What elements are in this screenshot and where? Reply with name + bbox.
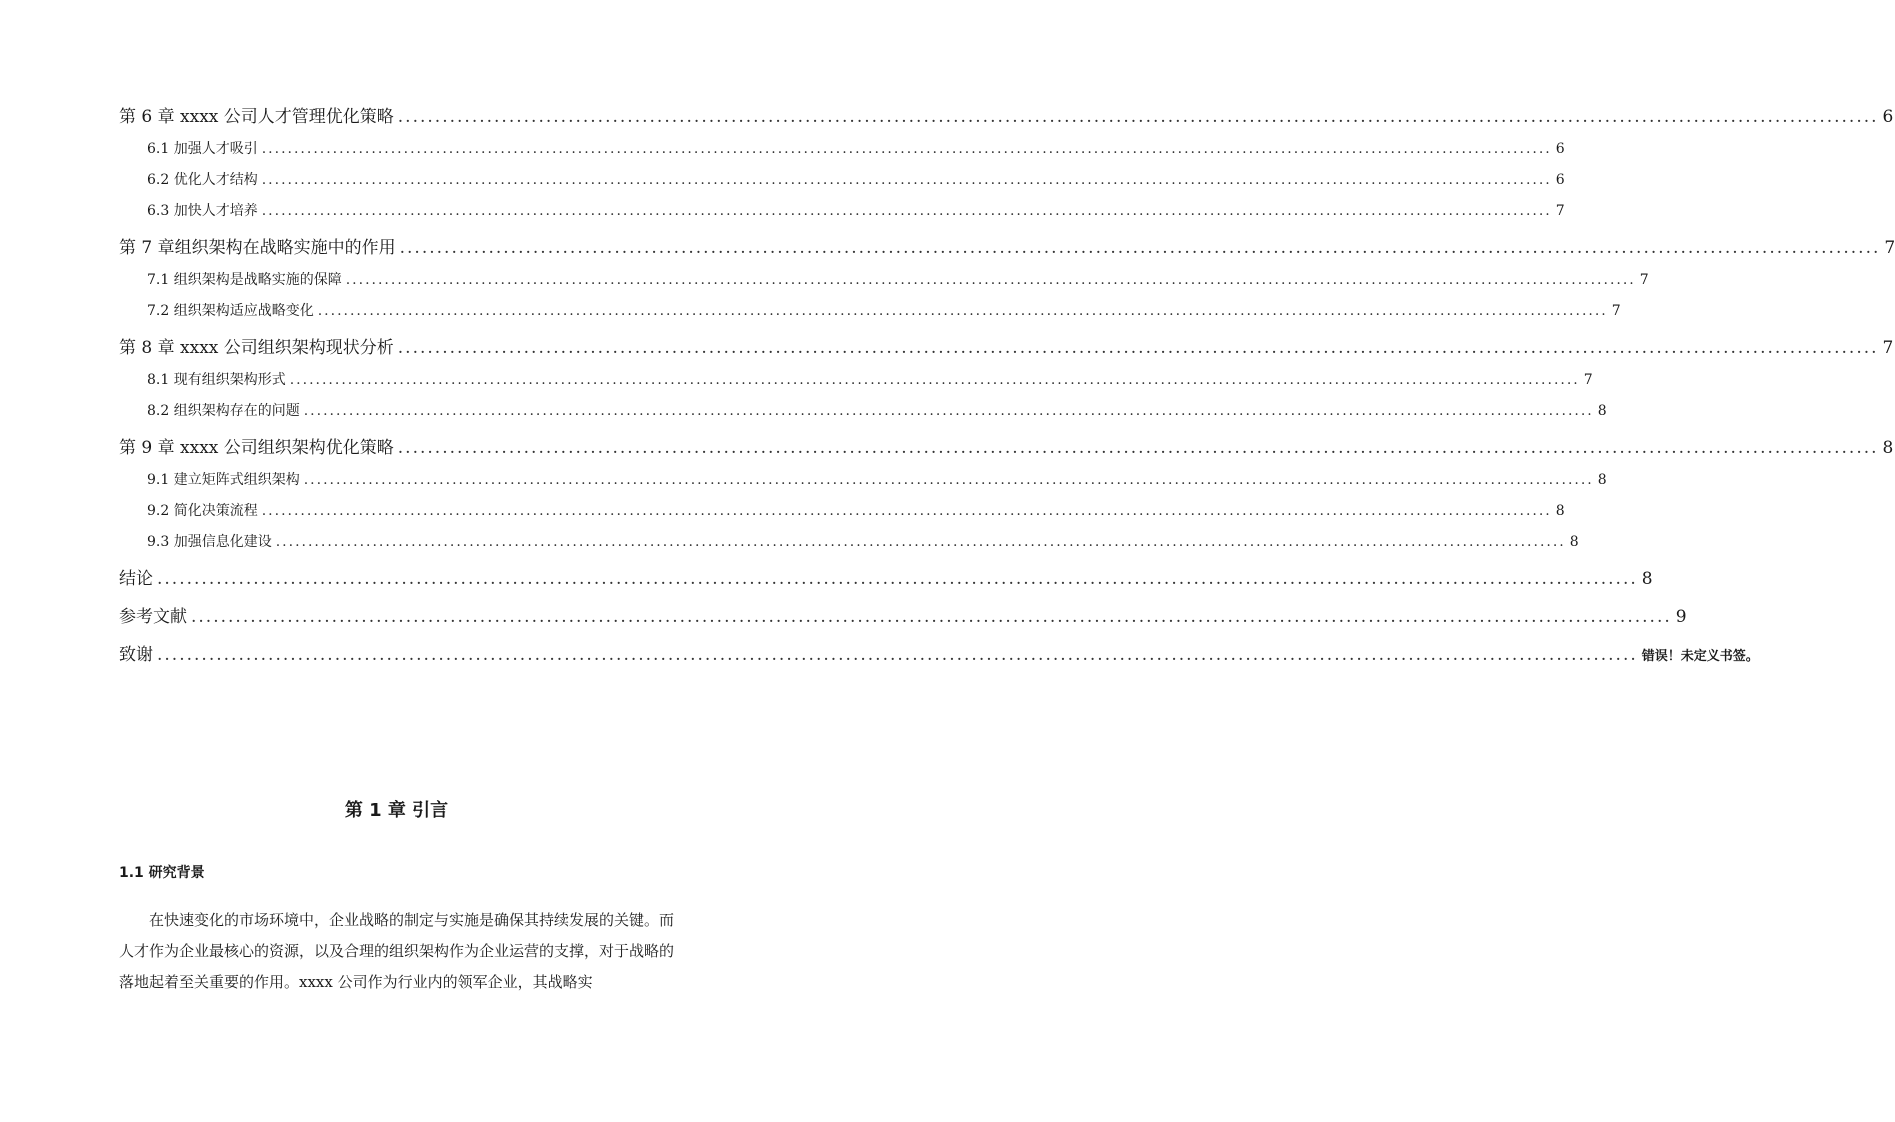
chapter-title: 第 1 章 引言 [344, 800, 449, 821]
toc-leader-dots: ........................................................................................................................................................................................................ [399, 238, 1881, 258]
toc-leader-dots: ........................................................................................................................................................................................................ [191, 607, 1672, 627]
toc-entry-page: 8 [1597, 403, 1607, 419]
toc-entry-page: 7 [1583, 372, 1593, 388]
body-paragraph [119, 905, 674, 998]
toc-entry-label: 第 6 章 xxxx 公司人才管理优化策略 [119, 107, 394, 127]
toc-entry-page: 8 [1641, 569, 1653, 589]
toc-entry-label: 7.1 组织架构是战略实施的保障 [147, 272, 342, 288]
toc-entry-label: 6.1 加强人才吸引 [147, 141, 258, 157]
toc-entry-page: 8 [1882, 438, 1894, 458]
toc-leader-dots: ........................................................................................................................................................................................................ [261, 203, 1552, 219]
toc-leader-dots: ........................................................................................................................................................................................................ [303, 403, 1594, 419]
toc-entry[interactable] [119, 165, 1565, 196]
toc-entry-label: 9.1 建立矩阵式组织架构 [147, 472, 300, 488]
table-of-contents [119, 100, 1895, 672]
toc-entry-label: 6.2 优化人才结构 [147, 172, 258, 188]
toc-entry-page: 7 [1639, 272, 1649, 288]
toc-entry-label: 结论 [119, 569, 153, 589]
toc-entry[interactable] [119, 496, 1565, 527]
toc-leader-dots: ........................................................................................................................................................................................................ [303, 472, 1594, 488]
toc-entry-label: 7.2 组织架构适应战略变化 [147, 303, 314, 319]
toc-entry-page: 7 [1882, 338, 1894, 358]
toc-entry[interactable] [119, 134, 1565, 165]
section-title: 1.1 研究背景 [119, 865, 205, 881]
toc-entry-label: 9.3 加强信息化建设 [147, 534, 272, 550]
toc-entry[interactable] [119, 465, 1607, 496]
toc-leader-dots: ........................................................................................................................................................................................................ [275, 534, 1566, 550]
toc-leader-dots: ........................................................................................................................................................................................................ [397, 107, 1879, 127]
toc-entry[interactable] [119, 527, 1579, 558]
toc-entry[interactable] [119, 231, 1895, 265]
toc-entry[interactable] [119, 600, 1687, 634]
toc-entry-label: 第 7 章组织架构在战略实施中的作用 [119, 238, 396, 258]
toc-entry[interactable] [119, 265, 1649, 296]
toc-leader-dots: ........................................................................................................................................................................................................ [261, 172, 1552, 188]
toc-entry[interactable] [119, 396, 1607, 427]
toc-entry-label: 第 9 章 xxxx 公司组织架构优化策略 [119, 438, 394, 458]
toc-entry-page: 8 [1555, 503, 1565, 519]
toc-entry-label: 致谢 [119, 645, 153, 665]
toc-entry-page: 8 [1569, 534, 1579, 550]
toc-entry-page: 6 [1555, 172, 1565, 188]
toc-entry-label: 8.2 组织架构存在的问题 [147, 403, 300, 419]
toc-leader-dots: ........................................................................................................................................................................................................ [397, 438, 1879, 458]
toc-entry[interactable] [119, 196, 1565, 227]
toc-entry[interactable] [119, 562, 1653, 596]
toc-entry[interactable] [119, 431, 1894, 465]
toc-leader-dots: ........................................................................................................................................................................................................ [397, 338, 1879, 358]
toc-entry-page: 9 [1675, 607, 1687, 627]
toc-leader-dots: ........................................................................................................................................................................................................ [157, 645, 1638, 665]
toc-entry-label: 参考文献 [119, 607, 187, 627]
toc-entry[interactable] [119, 365, 1593, 396]
toc-entry-page: 7 [1884, 238, 1895, 258]
toc-entry-page: 错误！未定义书签。 [1641, 649, 1759, 664]
toc-entry-page: 6 [1882, 107, 1894, 127]
toc-entry-page: 6 [1555, 141, 1565, 157]
toc-entry[interactable] [119, 296, 1621, 327]
toc-entry-label: 6.3 加快人才培养 [147, 203, 258, 219]
toc-entry-label: 9.2 简化决策流程 [147, 503, 258, 519]
toc-entry[interactable] [119, 638, 1759, 672]
paragraph-text: 在快速变化的市场环境中，企业战略的制定与实施是确保其持续发展的关键。而人才作为企业最核心的资源，以及合理的组织架构作为企业运营的支撑，对于战略的落地起着至关重要的作用。xxxx 公司作为行业内的领军企业，其战略实 [119, 911, 675, 991]
toc-entry-label: 8.1 现有组织架构形式 [147, 372, 286, 388]
toc-leader-dots: ........................................................................................................................................................................................................ [345, 272, 1636, 288]
toc-leader-dots: ........................................................................................................................................................................................................ [317, 303, 1608, 319]
toc-leader-dots: ........................................................................................................................................................................................................ [261, 503, 1552, 519]
toc-entry[interactable] [119, 100, 1894, 134]
toc-entry[interactable] [119, 331, 1894, 365]
toc-entry-page: 7 [1555, 203, 1565, 219]
toc-entry-label: 第 8 章 xxxx 公司组织架构现状分析 [119, 338, 394, 358]
toc-leader-dots: ........................................................................................................................................................................................................ [289, 372, 1580, 388]
toc-leader-dots: ........................................................................................................................................................................................................ [157, 569, 1638, 589]
toc-entry-page: 8 [1597, 472, 1607, 488]
toc-leader-dots: ........................................................................................................................................................................................................ [261, 141, 1552, 157]
toc-entry-page: 7 [1611, 303, 1621, 319]
